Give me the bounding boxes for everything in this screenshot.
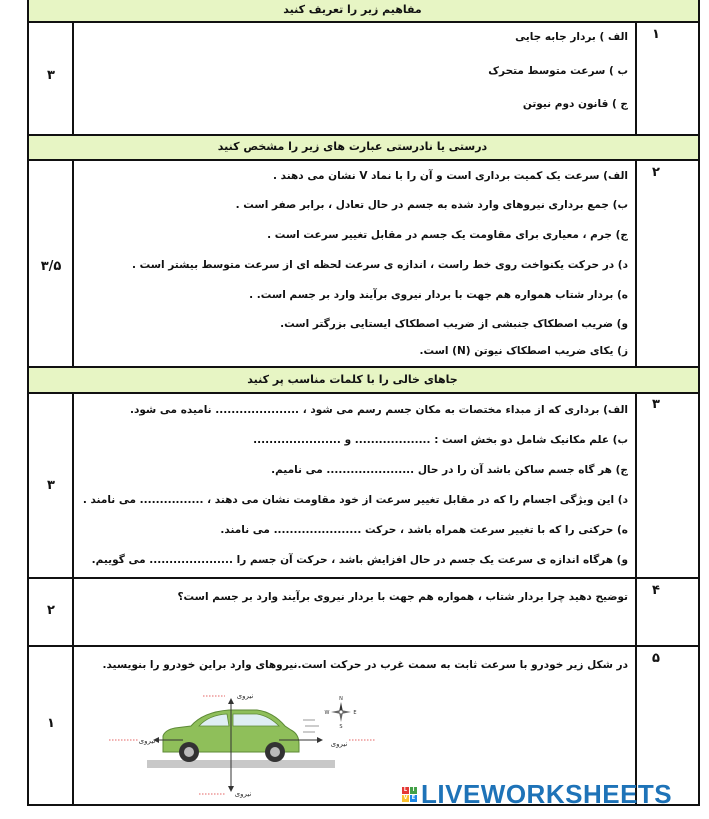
question-2-statement-e: ه) بردار شتاب همواره هم جهت با بردار نیروی برآیند وارد بر جسم است. . [249,289,628,301]
compass-icon [325,696,357,730]
liveworksheets-logo: L I V E [403,786,416,801]
question-2-statement-f: و) ضریب اصطکاک جنبشی از ضریب اصطکاک ایستایی بزرگتر است. [280,318,628,330]
car-force-diagram [79,690,379,800]
section3-title: جاهای خالی را با کلمات مناسب پر کنید [247,373,458,386]
question-5-text: در شکل زیر خودرو با سرعت ثابت به سمت غرب در حرکت است.نیروهای وارد براین خودرو را بنویسید. [102,659,628,671]
watermark-text: LIVEWORKSHEETS [421,778,673,809]
section2-title: درستی یا نادرستی عبارت های زیر را مشخص کنید [217,140,488,153]
car-illustration [163,710,319,762]
force-label-up: نیروی [236,692,254,700]
question-1-item-c: ج ) قانون دوم نیوتن [522,98,628,110]
question-3-blank-d: د) این ویژگی اجسام را که در مقابل تغییر سرعت از خود مقاومت نشان می دهند ، ................ می نامند . [82,494,628,506]
question-2-statement-b: ب) جمع برداری نیروهای وارد شده به جسم در حال تعادل ، برابر صفر است . [235,199,628,211]
question-4-number: ۴ [652,583,660,598]
question-4-text: توضیح دهید چرا بردار شتاب ، همواره هم جهت با بردار نیروی برآیند وارد بر جسم است؟ [177,591,628,603]
section1-header [29,0,698,21]
liveworksheets-watermark [402,780,672,808]
question-3-blank-c: ج) هر گاه جسم ساکن باشد آن را در حال ...................... می نامیم. [271,464,628,476]
question-2-number: ۲ [652,165,660,180]
section1-title: مفاهیم زیر را تعریف کنید [283,3,422,16]
question-5-score: ۱ [47,716,55,731]
column-divider-score [72,0,74,804]
force-label-right: نیروی [330,740,348,748]
road [147,760,335,768]
question-2-statement-a: الف) سرعت یک کمیت برداری است و آن را با نماد V نشان می دهند . [273,170,628,182]
question-1-item-b: ب ) سرعت متوسط متحرک [488,65,628,77]
question-1-number: ۱ [652,27,660,42]
question-1-item-a: الف ) بردار جابه جایی [515,31,628,43]
question-2-statement-c: ج) جرم ، معیاری برای مقاومت یک جسم در مقابل تغییر سرعت است . [267,229,628,241]
force-label-down: نیروی [234,790,252,798]
question-3-score: ۳ [47,478,55,493]
worksheet-table [27,0,700,806]
column-divider-number [635,0,637,804]
question-2-statement-d: د) در حرکت یکنواخت روی خط راست ، اندازه ی سرعت لحظه ای از سرعت متوسط بیشتر است . [131,259,628,271]
question-4-score: ۲ [47,603,55,618]
question-3-blank-a: الف) برداری که از مبداء مختصات به مکان جسم رسم می شود ، ..................... نامیده می شود. [129,404,628,416]
question-3-blank-f: و) هرگاه اندازه ی سرعت یک جسم در حال افزایش باشد ، حرکت آن جسم را ..................... می گوییم. [91,554,628,566]
question-3-number: ۳ [652,397,660,412]
compass-north-label: N [339,696,343,702]
compass-west-label: W [324,710,330,716]
section2-header [29,136,698,159]
question-2-score: ۳/۵ [40,259,62,274]
question-3-blank-b: ب) علم مکانیک شامل دو بخش است : ................... و ...................... [253,434,628,446]
question-1-score: ۳ [47,68,55,83]
question-2-statement-g: ز) یکای ضریب اصطکاک نیوتن (N) است. [419,345,628,357]
compass-south-label: S [339,724,343,730]
question-5-number: ۵ [652,651,660,666]
section3-header [29,368,698,392]
compass-east-label: E [353,710,357,716]
question-3-blank-e: ه) حرکتی را که با تغییر سرعت همراه باشد ، حرکت ...................... می نامند. [220,524,628,536]
force-label-left: نیروی [138,737,156,745]
